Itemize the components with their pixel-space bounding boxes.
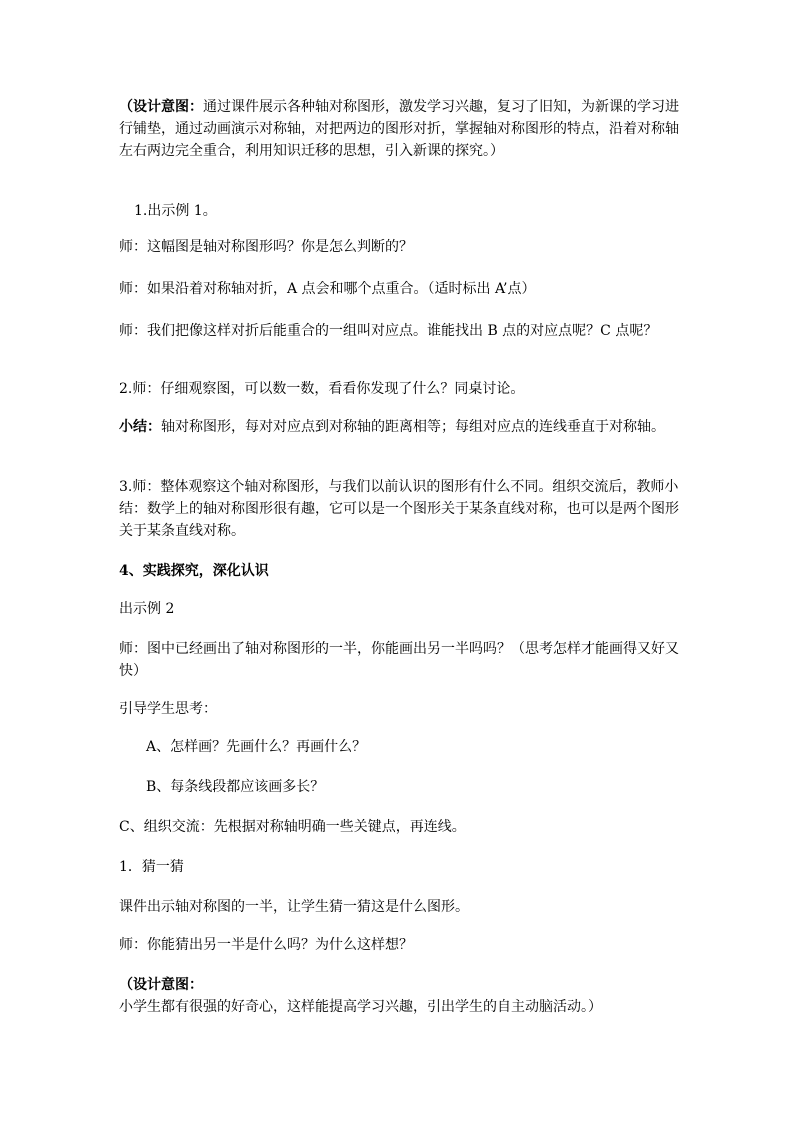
teacher-question-6: 师：你能猜出另一半是什么吗？为什么这样想？ [119,937,413,953]
teacher-question-1: 师：这幅图是轴对称图形吗？你是怎么判断的？ [119,239,413,255]
guide-students-line: 引导学生思考： [119,701,217,717]
summary-paragraph [119,416,679,438]
guide-item-b: B、每条线段都应该画多长？ [146,779,325,795]
example-2-heading: 出示例 2 [119,601,175,617]
example-1-heading: 1.出示例 1。 [134,203,217,219]
design-intent-label: （设计意图： [119,99,203,115]
teacher-question-3: 师：我们把像这样对折后能重合的一组叫对应点。谁能找出 B 点的对应点呢？C 点呢？ [119,323,658,339]
design-intent-text-2: 小学生都有很强的好奇心，这样能提高学习兴趣，引出学生的自主动脑活动。） [119,999,602,1015]
teacher-question-4: 2.师：仔细观察图，可以数一数，看看你发现了什么？同桌讨论。 [119,381,525,397]
teacher-observation-paragraph: 3.师：整体观察这个轴对称图形，与我们以前认识的图形有什么不同。组织交流后，教师小结：数学上的轴对称图形很有趣，它可以是一个图形关于某条直线对称，也可以是两个图形关于某条直线对称。 [119,479,679,539]
guess-heading: 1．猜一猜 [119,859,184,875]
section-heading-practice: 4、实践探究，深化认识 [119,563,269,579]
summary-text: 轴对称图形，每对对应点到对称轴的距离相等；每组对应点的连线垂直于对称轴。 [161,419,665,435]
guide-item-a: A、怎样画？先画什么？再画什么？ [146,739,367,755]
guide-item-c: C、组织交流：先根据对称轴明确一些关键点，再连线。 [119,819,466,835]
teacher-question-2: 师：如果沿着对称轴对折，A 点会和哪个点重合。（适时标出 A’点） [119,281,536,297]
design-intent-paragraph-2 [119,974,679,1018]
design-intent-text: 通过课件展示各种轴对称图形，激发学习兴趣，复习了旧知，为新课的学习进行铺垫，通过动画演示对称轴，对把两边的图形对折，掌握轴对称图形的特点，沿着对称轴左右两边完全重合，利用知识迁移的思想，引入新课的探究。） [119,99,679,159]
design-intent-paragraph-1 [119,96,679,162]
design-intent-label-2: （设计意图： [119,977,203,993]
summary-label: 小结： [119,419,161,435]
courseware-line: 课件出示轴对称图的一半，让学生猜一猜这是什么图形。 [119,899,469,915]
teacher-question-5: 师：图中已经画出了轴对称图形的一半，你能画出另一半吗吗？（思考怎样才能画得又好又快） [119,641,679,679]
